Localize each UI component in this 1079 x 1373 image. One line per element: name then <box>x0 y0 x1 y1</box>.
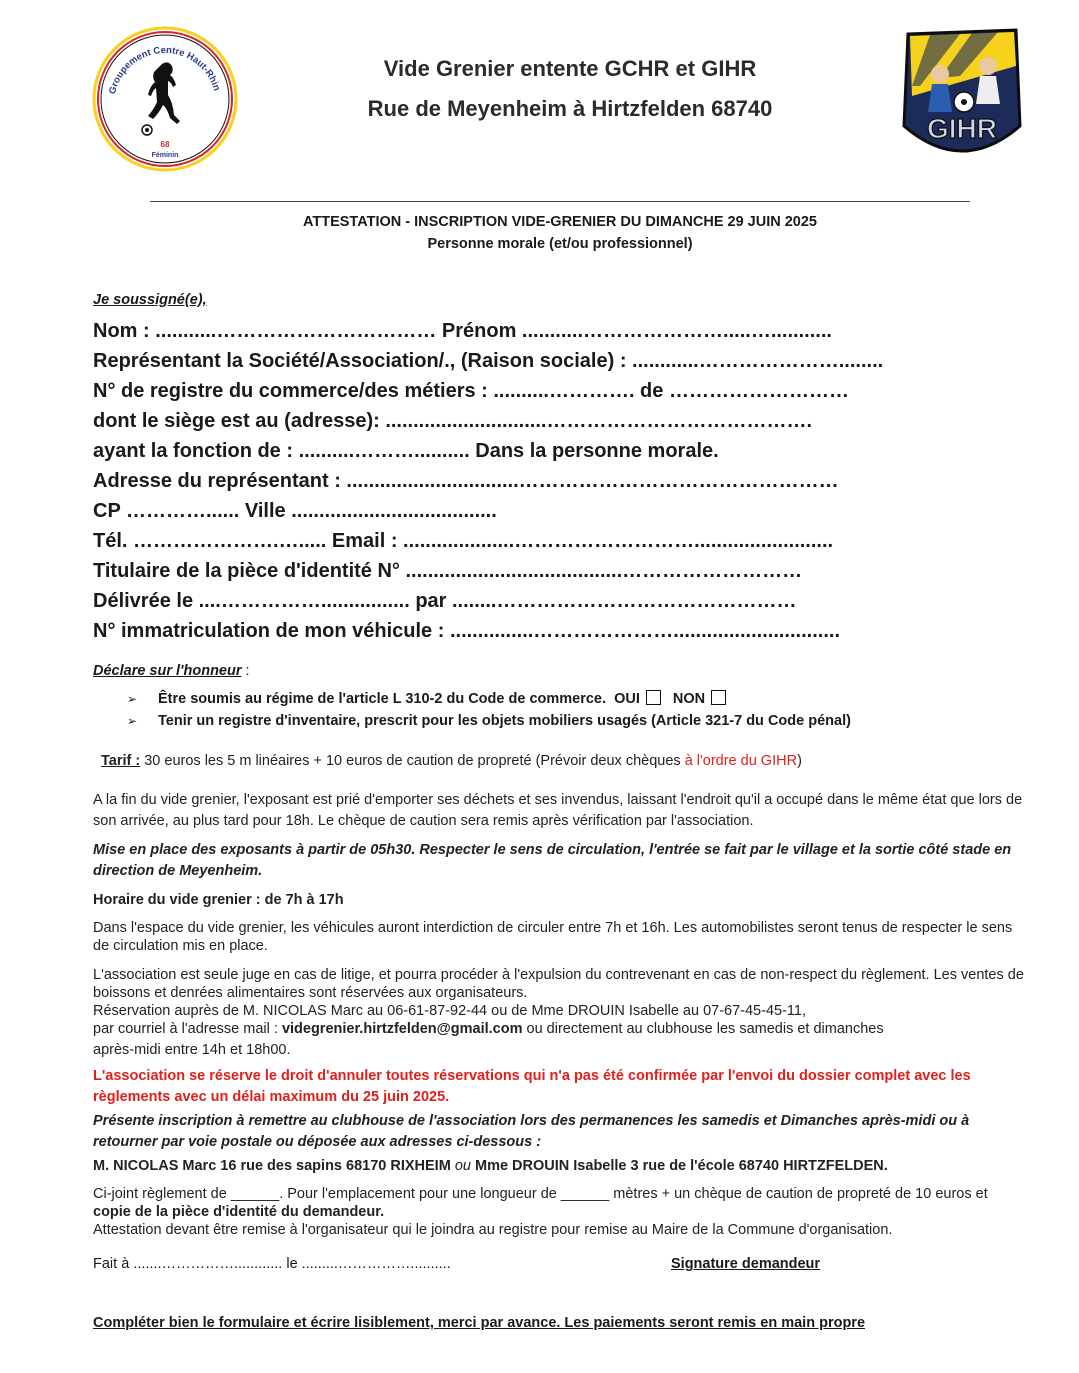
tarif-line <box>101 751 1036 772</box>
email-prefix: par courriel à l'adresse mail : <box>93 1021 282 1037</box>
paragraph-adresses <box>93 1156 1028 1177</box>
fait-a-line[interactable]: Fait à .......……………............ le .........…………….......... <box>93 1256 451 1272</box>
non-label: NON <box>672 691 706 707</box>
declare-heading <box>93 663 250 679</box>
field-immatriculation[interactable]: N° immatriculation de mon véhicule : ...............………………….............................. <box>93 620 841 642</box>
arrow-bullet-icon: ➢ <box>127 714 138 728</box>
litige-text: L'association est seule juge en cas de litige, et pourra procéder à l'expulsion du contrevenant en cas de non-respect du règlement. Les ventes de boissons et denrées alimentaires sont réservées aux organisateurs. <box>93 967 1024 1001</box>
remise-deposee: ou déposée aux adresses ci-dessous : <box>271 1134 542 1150</box>
tarif-label: Tarif : <box>101 753 141 769</box>
field-siege[interactable]: dont le siège est au (adresse): .............................…………………………………. <box>93 410 813 432</box>
field-adresse[interactable]: Adresse du représentant : ...............................………………………………………… <box>93 470 839 492</box>
field-registre[interactable]: N° de registre du commerce/des métiers : ..........…………. de ……………………… <box>93 380 849 402</box>
gchr-logo <box>92 26 238 172</box>
oui-checkbox[interactable] <box>646 690 661 705</box>
tarif-text: 30 euros les 5 m linéaires + 10 euros de caution de propreté (Prévoir deux chèques <box>140 753 685 769</box>
reservation-email-line <box>93 1020 1028 1038</box>
logo-left-arc-text: Groupement Centre Haut-Rhin <box>107 44 223 96</box>
tarif-end: ) <box>797 753 802 769</box>
declare-label: Déclare sur l'honneur <box>93 663 242 679</box>
page-title: Vide Grenier entente GCHR et GIHR <box>383 56 757 81</box>
declare-suffix: : <box>241 663 250 679</box>
declare-bullet-1 <box>127 690 730 707</box>
field-tel-email[interactable]: Tél. ………………….…..... Email : ....................………………………......................... <box>93 530 834 552</box>
remise-text: Présente inscription à remettre au clubhouse de l'association lors des permanences les samedis et Dimanches après-midi ou à retourner par voie postale <box>93 1113 970 1150</box>
paragraph-remise <box>93 1111 1028 1153</box>
email-suffix: ou directement au clubhouse les samedis et dimanches <box>522 1021 884 1037</box>
field-cp-ville[interactable]: CP …………...... Ville ..................................... <box>93 500 497 522</box>
gihr-logo <box>900 26 1024 168</box>
reglement-text: Ci-joint règlement de ______. Pour l'emplacement pour une longueur de ______ mètres + un chèque de caution de propreté de 10 euros et <box>93 1186 988 1202</box>
field-piece-identite[interactable]: Titulaire de la pièce d'identité N° .......................................……………………… <box>93 560 803 582</box>
attestation-subtitle: Personne morale (et/ou professionnel) <box>427 236 693 252</box>
reservation-phone: Réservation auprès de M. NICOLAS Marc au 06-61-87-92-44 ou de Mme DROUIN Isabelle au 07-67-45-45-11, <box>93 1003 806 1019</box>
adresse-ou: ou <box>454 1158 471 1174</box>
logo-left-number: 68 <box>160 140 170 149</box>
footer-note: Compléter bien le formulaire et écrire lisiblement, merci par avance. Les paiements seront remis en main propre <box>93 1315 866 1331</box>
field-raison-sociale[interactable]: Représentant la Société/Association/., (Raison sociale) : ............…………………........ <box>93 350 884 372</box>
paragraph-annulation: L'association se réserve le droit d'annuler toutes réservations qui n'a pas été confirmée par l'envoi du dossier complet avec les règlements avec un délai maximum du 25 juin 2025. <box>93 1068 971 1105</box>
paragraph-reglement <box>93 1185 1028 1239</box>
paragraph-vehicules: Dans l'espace du vide grenier, les véhicules auront interdiction de circuler entre 7h et 16h. Les automobilistes seront tenus de respecter le sens de circulation mis en place. <box>93 920 1013 954</box>
reglement-attestation: Attestation devant être remise à l'organisateur qui le joindra au registre pour remise au Maire de la Commune d'organisation. <box>93 1222 893 1238</box>
page-subtitle: Rue de Meyenheim à Hirtzfelden 68740 <box>367 96 773 121</box>
non-checkbox[interactable] <box>711 690 726 705</box>
paragraph-litige <box>93 966 1028 1059</box>
paragraph-dechets: A la fin du vide grenier, l'exposant est prié d'emporter ses déchets et ses invendus, laissant l'endroit qu'il a occupé dans le même état que lors de son arrivée, au plus tard pour 18h. Le chèque de caution sera remis après vérification par l'association. <box>93 792 1023 829</box>
paragraph-mise-en-place: Mise en place des exposants à partir de 05h30. Respecter le sens de circulation, l'entrée se fait par le village et la sortie côté stade en direction de Meyenheim. <box>93 842 1012 879</box>
field-fonction[interactable]: ayant la fonction de : ..........……….......... Dans la personne morale. <box>93 440 719 462</box>
signature-label: Signature demandeur <box>671 1256 821 1272</box>
tarif-order: à l'ordre du GIHR <box>684 753 798 769</box>
arrow-bullet-icon: ➢ <box>127 692 138 706</box>
reglement-copie: copie de la pièce d'identité du demandeur. <box>93 1204 385 1220</box>
oui-label: OUI <box>614 691 640 707</box>
paragraph-horaire: Horaire du vide grenier : de 7h à 17h <box>93 892 344 908</box>
attestation-title: ATTESTATION - INSCRIPTION VIDE-GRENIER DU DIMANCHE 29 JUIN 2025 <box>302 214 817 230</box>
adresse-nicolas: M. NICOLAS Marc 16 rue des sapins 68170 RIXHEIM <box>93 1158 455 1174</box>
field-delivree[interactable]: Délivrée le ....……………................ par ........……………………………………… <box>93 590 797 612</box>
bullet-1-text: Être soumis au régime de l'article L 310-2 du Code de commerce. <box>158 691 607 707</box>
soussigne-label: Je soussigné(e), <box>93 292 207 308</box>
logo-left-bottom-text: Féminin <box>151 152 179 159</box>
header-divider <box>150 201 970 202</box>
logo-right-text: GIHR <box>927 113 997 144</box>
adresse-drouin: Mme DROUIN Isabelle 3 rue de l'école 68740 HIRTZFELDEN. <box>470 1158 888 1174</box>
email-link[interactable]: videgrenier.hirtzfelden@gmail.com <box>281 1021 523 1037</box>
reservation-hours: après-midi entre 14h et 18h00. <box>93 1042 291 1058</box>
field-nom-prenom[interactable]: Nom : ...........…………………………… Prénom ...........………………….....…........... <box>93 320 832 342</box>
declare-bullet-2 <box>127 713 851 729</box>
bullet-2-text: Tenir un registre d'inventaire, prescrit pour les objets mobiliers usagés (Article 321-7 du Code pénal) <box>158 713 851 729</box>
